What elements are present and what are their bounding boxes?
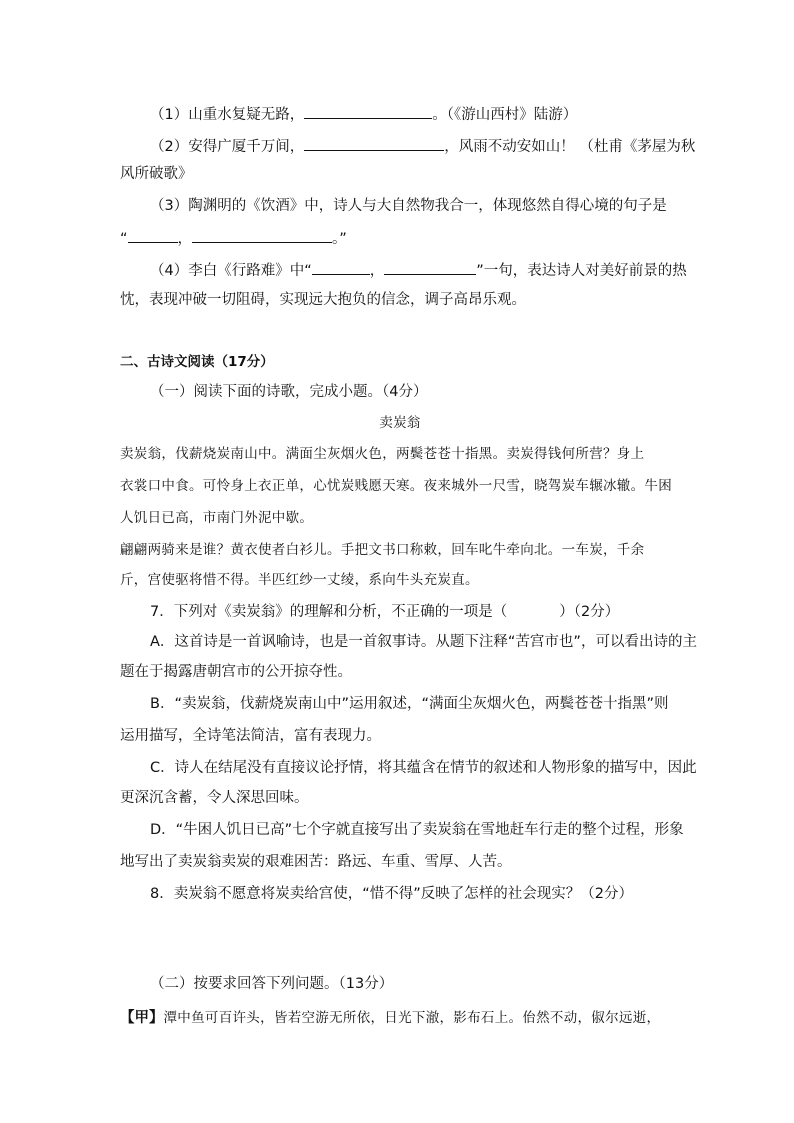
question-2-source: ，风雨不动安如山！ （杜甫《茅屋为秋	[444, 139, 696, 155]
answer-blank-3a[interactable]	[128, 228, 178, 243]
poem-line: 人饥日已高，市南门外泥中歇。	[120, 510, 314, 526]
question-1-source: 。（《游山西村》陆游）	[432, 107, 578, 123]
answer-blank-4b[interactable]	[384, 260, 476, 275]
passage-jia	[120, 1008, 680, 1028]
answer-blank-1[interactable]	[304, 104, 432, 119]
poem-line: 卖炭翁，伐薪烧炭南山中。满面尘灰烟火色，两鬓苍苍十指黑。卖炭得钱何所营？身上	[120, 446, 645, 462]
part-2-instruction: （二）按要求回答下列问题。（13分）	[150, 976, 394, 992]
poem-line: 斤，宫使驱将惜不得。半匹红纱一丈绫，系向牛头充炭直。	[120, 572, 479, 588]
question-7-prompt: 7．下列对《卖炭翁》的理解和分析，不正确的一项是（	[150, 604, 508, 620]
open-quote: “	[120, 231, 128, 247]
option-b-continued: 运用描写，全诗笔法简洁，富有表现力。	[120, 728, 381, 744]
question-3-answer-line	[120, 228, 680, 249]
poem-title: 卖炭翁	[379, 415, 421, 431]
answer-blank-2[interactable]	[304, 136, 444, 151]
question-2-prompt: （2）安得广厦千万间，	[150, 139, 305, 155]
question-2-continued: 风所破歌》	[120, 166, 193, 182]
question-2	[150, 136, 710, 157]
answer-blank-3b[interactable]	[192, 228, 332, 243]
close-quote: 。”	[332, 231, 347, 247]
question-4-continued: 忱，表现冲破一切阻碍，实现远大抱负的信念，调子高昂乐观。	[120, 292, 526, 308]
question-4-text: ”一句，表达诗人对美好前景的热	[476, 263, 687, 279]
passage-line: 潭中鱼可百许头，皆若空游无所依，日光下澈，影布石上。佁然不动，俶尔远逝，	[163, 1010, 661, 1026]
comma: ，	[369, 263, 385, 279]
part-1-instruction: （一）阅读下面的诗歌，完成小题。（4分）	[150, 384, 428, 400]
option-d-continued: 地写出了卖炭翁卖炭的艰难困苦：路远、车重、雪厚、人苦。	[120, 854, 512, 870]
question-1-prompt: （1）山重水复疑无路，	[150, 107, 305, 123]
option-c: C．诗人在结尾没有直接议论抒情，将其蕴含在情节的叙述和人物形象的描写中，因此	[150, 760, 697, 776]
option-b: B．“卖炭翁，伐薪烧炭南山中”运用叙述，“满面尘灰烟火色，两鬓苍苍十指黑”则	[150, 696, 669, 712]
question-3: （3）陶渊明的《饮酒》中，诗人与大自然物我合一，体现悠然自得心境的句子是	[150, 198, 667, 214]
comma: ，	[177, 231, 193, 247]
answer-blank-4a[interactable]	[312, 260, 370, 275]
question-1	[150, 104, 710, 125]
option-d: D．“牛困人饥日已高”七个字就直接写出了卖炭翁在雪地赶车行走的整个过程，形象	[150, 822, 684, 838]
poem-line: 衣裳口中食。可怜身上衣正单，心忧炭贱愿天寒。夜来城外一尺雪，晓驾炭车辗冰辙。牛困	[120, 478, 672, 494]
question-7-stem	[150, 602, 710, 622]
question-7-score: ）（2分）	[559, 604, 620, 620]
question-4-prompt: （4）李白《行路难》中“	[150, 263, 312, 279]
option-a: A．这首诗是一首讽喻诗，也是一首叙事诗。从题下注释“苦宫市也”，可以看出诗的主	[150, 634, 697, 650]
question-8-stem: 8．卖炭翁不愿意将炭卖给宫使，“惜不得”反映了怎样的社会现实？（2分）	[150, 886, 633, 902]
option-a-continued: 题在于揭露唐朝宫市的公开掠夺性。	[120, 664, 352, 680]
passage-tag: 【甲】	[120, 1010, 164, 1026]
question-4	[150, 260, 710, 281]
section-2-title: 二、古诗文阅读（17分）	[120, 354, 274, 370]
poem-line: 翩翩两骑来是谁？黄衣使者白衫儿。手把文书口称敕，回车叱牛牵向北。一车炭，千余	[120, 542, 645, 558]
option-c-continued: 更深沉含蓄，令人深思回味。	[120, 790, 309, 806]
